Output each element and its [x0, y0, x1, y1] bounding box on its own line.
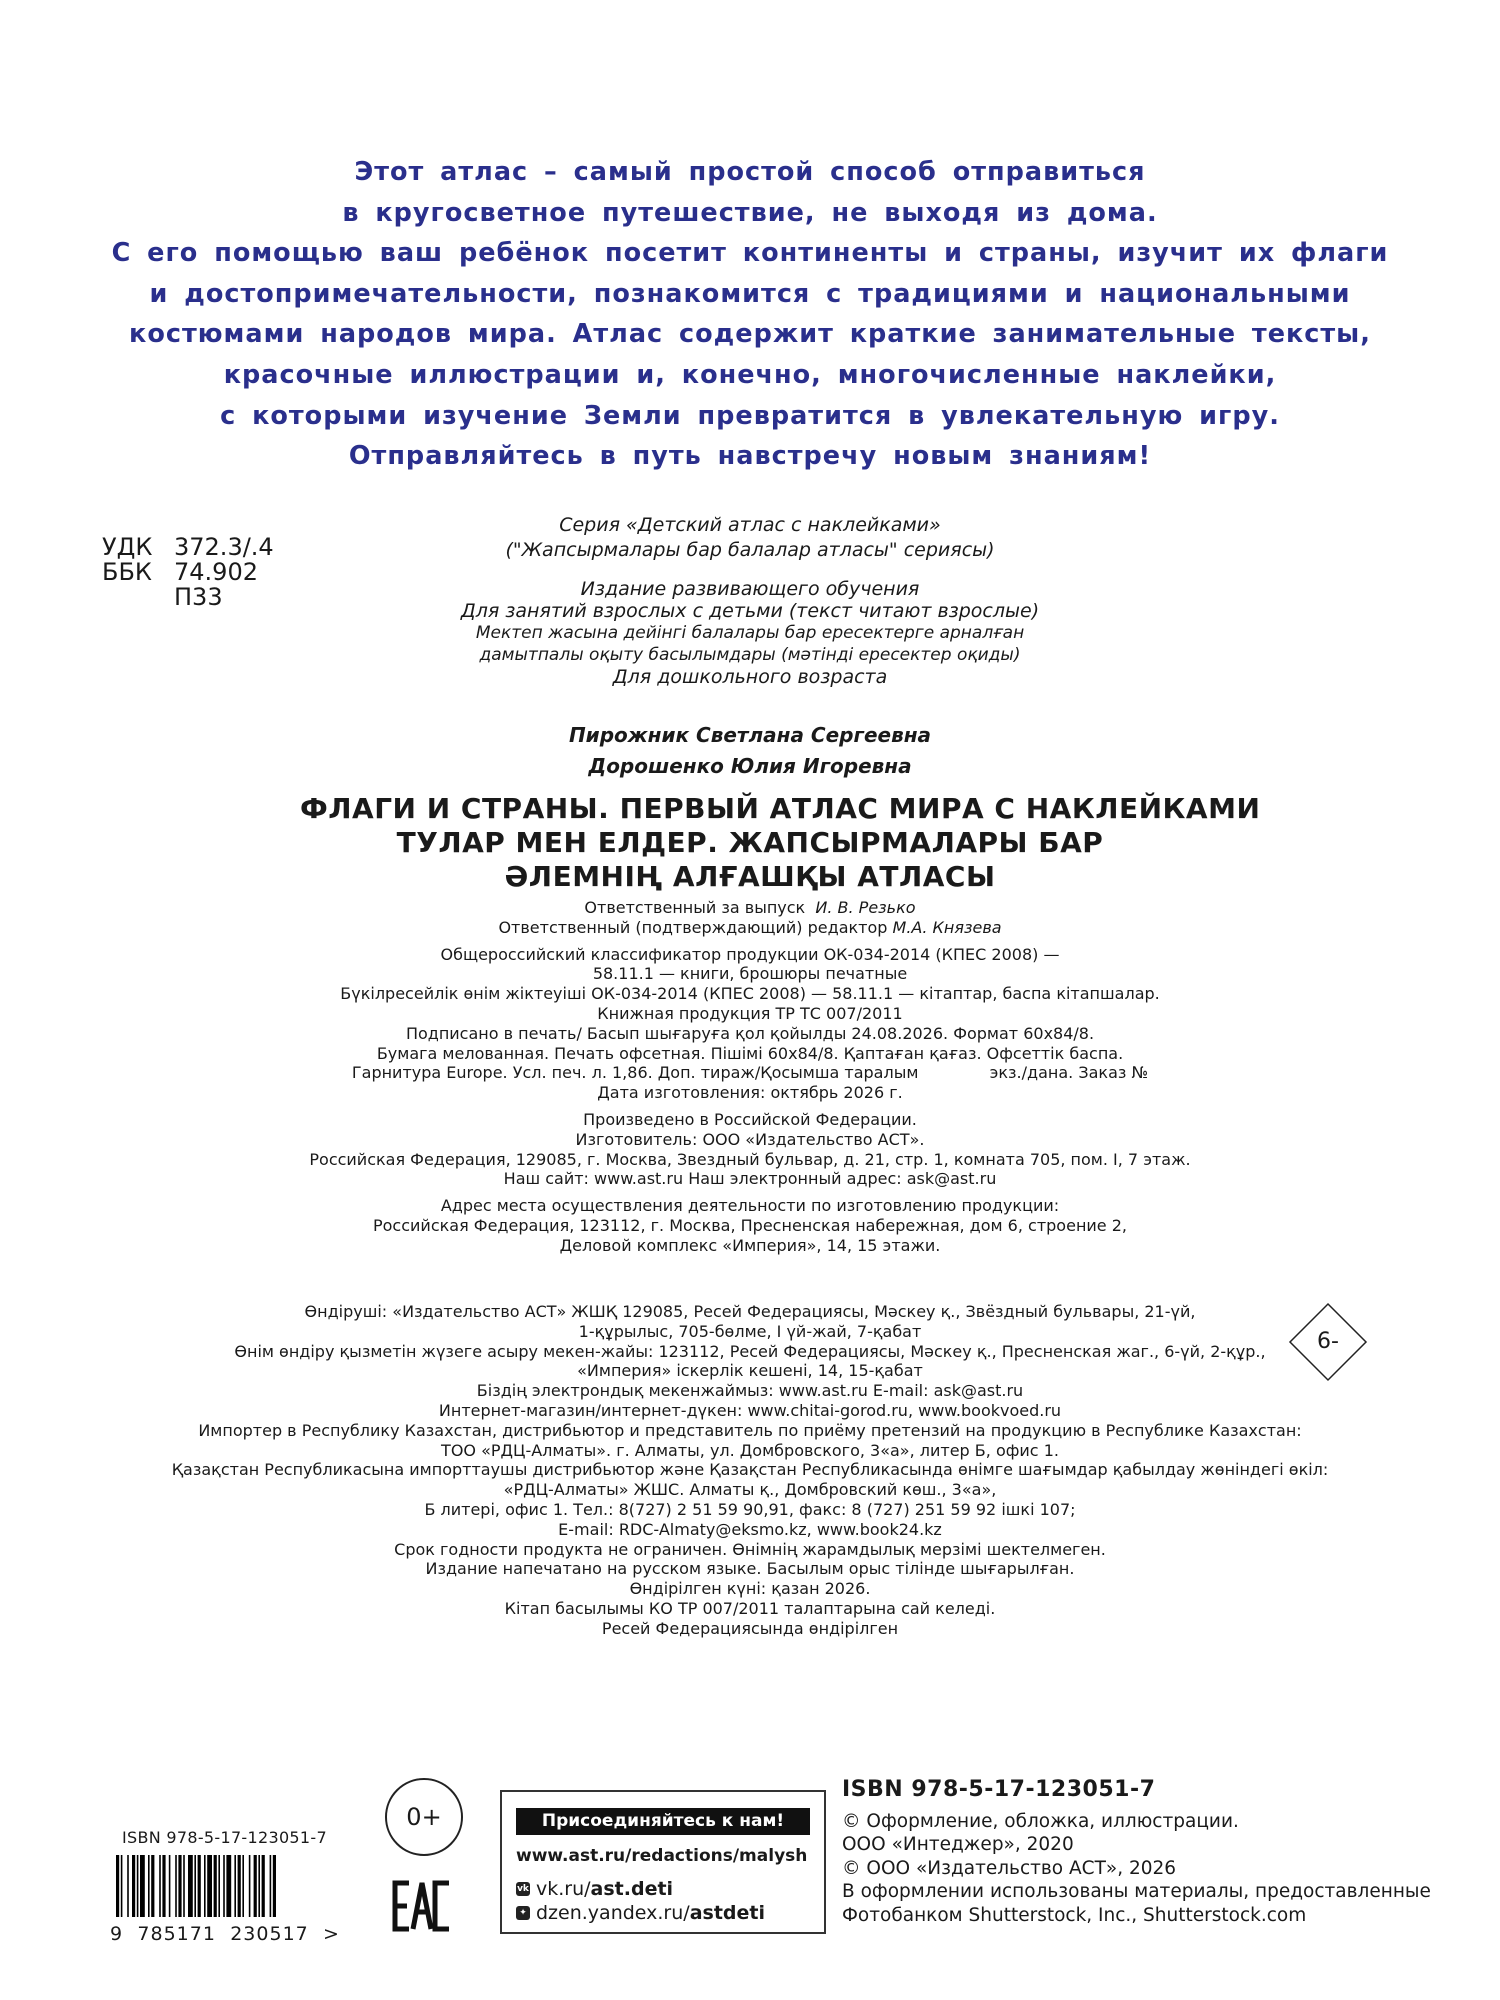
barcode-digit-group: 785171 [137, 1923, 216, 1945]
kz-line: Өндірілген күні: қазан 2026. [629, 1579, 871, 1599]
isbn-label: ISBN 978-5-17-123051-7 [842, 1777, 1156, 1802]
promo-line: с которыми изучение Земли превратится в увлекательную игру. [220, 400, 1280, 431]
imprint-line: Российская Федерация, 129085, г. Москва, Звездный бульвар, д. 21, стр. 1, комната 705, пом. I, 7 этаж. [309, 1149, 1191, 1169]
imprint-line: Бумага мелованная. Печать офсетная. Пішімі 60x84/8. Қаптаған қағаз. Офсеттік баспа. [376, 1043, 1124, 1063]
dzen-link-handle: astdeti [689, 1902, 765, 1924]
author-name: Дорошенко Юлия Игоревна [588, 754, 912, 778]
promo-line: Этот атлас – самый простой способ отправиться [354, 157, 1146, 187]
kz-line: Интернет-магазин/интернет-дүкен: www.chitai-gorod.ru, www.bookvoed.ru [438, 1400, 1062, 1420]
imprint-line: 58.11.1 — книги, брошюры печатные [592, 964, 908, 984]
author-code: П33 [174, 583, 223, 611]
barcode-isbn: ISBN 978-5-17-123051-7 [122, 1828, 327, 1847]
kz-imprint-block [150, 1302, 1350, 1639]
responsible-line [200, 898, 1300, 918]
promo-line: красочные иллюстрации и, конечно, многочисленные наклейки, [223, 359, 1277, 390]
barcode-digits [110, 1923, 340, 1945]
kz-line: E-mail: RDC-Almaty@eksmo.kz, www.book24.kz [558, 1519, 942, 1539]
author-name: Пирожник Светлана Сергеевна [568, 723, 932, 747]
vk-link-handle: ast.deti [590, 1878, 674, 1900]
join-title: Присоединяйтесь к нам! [516, 1808, 810, 1835]
edition-block [300, 578, 1200, 688]
kz-line: ТОО «РДЦ-Алматы». г. Алматы, ул. Домбровского, 3«а», литер Б, офис 1. [441, 1440, 1059, 1460]
join-us-box [500, 1790, 826, 1934]
dzen-link[interactable] [516, 1902, 765, 1924]
credit-line: ООО «Интеджер», 2020 [842, 1834, 1074, 1855]
authors-block [300, 720, 1200, 782]
imprint-line: Дата изготовления: октябрь 2026 г. [597, 1083, 903, 1103]
imprint-line: Произведено в Российской Федерации. [583, 1109, 917, 1129]
credit-line: В оформлении использованы материалы, предоставленные [842, 1881, 1431, 1902]
series-block [300, 513, 1200, 563]
kz-line: Издание напечатано на русском языке. Басылым орыс тілінде шығарылған. [425, 1559, 1075, 1579]
promo-line: в кругосветное путешествие, не выходя из дома. [342, 197, 1158, 228]
age-rating-diamond-label: 6- [1317, 1329, 1339, 1354]
imprint-line: Гарнитура Europe. Усл. печ. л. 1,86. Доп. тираж/Қосымша таралым экз./дана. Заказ № [351, 1063, 1149, 1083]
title-line: ӘЛЕМНІҢ АЛҒАШҚЫ АТЛАСЫ [504, 860, 996, 893]
copyright-block [842, 1778, 1431, 1927]
kz-line: Өнім өндіру қызметін жүзеге асыру мекен-жайы: 123112, Ресей Федерациясы, Мәскеу қ., Пресненская жаг., 6-үй, 2-құр., [234, 1341, 1266, 1361]
promo-line: С его помощью ваш ребёнок посетит континенты и страны, изучит их флаги [111, 238, 1389, 269]
dzen-icon: ✦ [516, 1906, 530, 1920]
bbk-label: ББК [102, 558, 152, 586]
kz-line: Біздің электрондық мекенжаймыз: www.ast.ru E-mail: ask@ast.ru [476, 1381, 1024, 1401]
imprint-line: Бүкілресейлік өнім жіктеуіші ОК-034-2014 (КПЕС 2008) — 58.11.1 — кітаптар, баспа кітапшалар. [340, 984, 1160, 1004]
credit-line: Фотобанком Shutterstock, Inc., Shutterstock.com [842, 1904, 1307, 1926]
kz-line: Қазақстан Республикасына импорттаушы дистрибьютор және Қазақстан Республикасында өнімге шағымдар қабылдау жөніндегі өкіл: [171, 1460, 1329, 1480]
kz-line: Импортер в Республику Казахстан, дистрибьютор и представитель по приёму претензий на продукцию в Республике Казахстан: [198, 1420, 1302, 1440]
editor-name: М.А. Князева [892, 917, 1002, 937]
promo-text [0, 152, 1500, 477]
age-rating-circle: 0+ [385, 1778, 463, 1856]
imprint-line: Наш сайт: www.ast.ru Наш электронный адрес: ask@ast.ru [503, 1169, 997, 1189]
imprint-line: Изготовитель: ООО «Издательство АСТ». [575, 1129, 925, 1149]
imprint-line: Подписано в печать/ Басып шығаруға қол қойылды 24.08.2026. Формат 60x84/8. [405, 1023, 1095, 1043]
barcode-digit-first: 9 [110, 1923, 124, 1945]
book-title [300, 792, 1261, 894]
credit-line: © Оформление, обложка, иллюстрации. [842, 1810, 1239, 1832]
udk-value: 372.3/.4 [174, 533, 274, 561]
dzen-link-prefix: dzen.yandex.ru/ [536, 1902, 690, 1924]
barcode-digit-group: 230517 [230, 1923, 309, 1945]
edition-line: Для занятий взрослых с детьми (текст читают взрослые) [460, 600, 1040, 622]
kz-line: Ресей Федерациясында өндірілген [601, 1618, 899, 1638]
udk-label: УДК [102, 533, 153, 561]
kz-line: Кітап басылымы КО ТР 007/2011 талаптарына сай келеді. [504, 1598, 996, 1618]
kz-line: Өндіруші: «Издательство АСТ» ЖШҚ 129085, Ресей Федерациясы, Мәскеу қ., Звёздный бульвары, 21-үй, [304, 1302, 1196, 1321]
promo-line: Отправляйтесь в путь навстречу новым знаниям! [348, 441, 1152, 472]
imprint-block [200, 898, 1300, 1256]
edition-line: Для дошкольного возраста [612, 666, 888, 688]
classification-codes [102, 535, 274, 610]
edition-line: Издание развивающего обучения [580, 578, 920, 600]
credit-line: © ООО «Издательство АСТ», 2026 [842, 1857, 1177, 1879]
kz-line: Б литері, офис 1. Тел.: 8(727) 2 51 59 90,91, факс: 8 (727) 251 59 92 ішкі 107; [424, 1499, 1076, 1519]
vk-icon: vk [517, 1884, 529, 1894]
vk-link[interactable] [516, 1878, 673, 1900]
barcode-icon [110, 1855, 340, 1917]
imprint-line: Адрес места осуществления деятельности по изготовлению продукции: [440, 1196, 1060, 1216]
title-line: ТУЛАР МЕН ЕЛДЕР. ЖАПСЫРМАЛАРЫ БАР [396, 826, 1104, 859]
promo-line: и достопримечательности, познакомится с традициями и национальными [149, 278, 1351, 309]
title-line: ФЛАГИ И СТРАНЫ. ПЕРВЫЙ АТЛАС МИРА С НАКЛЕЙКАМИ [300, 792, 1261, 825]
kz-line: 1-құрылыс, 705-бөлме, I үй-жай, 7-қабат [578, 1321, 922, 1341]
promo-line: костюмами народов мира. Атлас содержит краткие занимательные тексты, [129, 319, 1371, 350]
edition-line: дамытпалы оқыту басылымдары (мәтінді ересектер оқиды) [479, 645, 1021, 665]
age-rating-diamond [1288, 1302, 1368, 1382]
barcode-block [110, 1828, 340, 1945]
edition-line: Мектеп жасына дейінгі балалары бар ересектерге арналған [475, 623, 1025, 643]
series-line: ("Жапсырмалары бар балалар атласы" сериясы) [505, 539, 995, 561]
eac-mark-icon [392, 1880, 452, 1932]
imprint-line: Книжная продукция ТР ТС 007/2011 [597, 1003, 903, 1023]
kz-line: Срок годности продукта не ограничен. Өнімнің жарамдылық мерзімі шектелмеген. [394, 1539, 1106, 1559]
series-line: Серия «Детский атлас с наклейками» [559, 514, 941, 536]
responsible-label: Ответственный за выпуск [584, 898, 806, 917]
imprint-line: Деловой комплекс «Империя», 14, 15 этажи. [559, 1235, 941, 1255]
join-url-link[interactable]: www.ast.ru/redactions/malysh [516, 1846, 808, 1866]
vk-link-prefix: vk.ru/ [536, 1878, 591, 1900]
imprint-line: Общероссийский классификатор продукции ОК-034-2014 (КПЕС 2008) — [440, 944, 1060, 964]
editor-label: Ответственный (подтверждающий) редактор [498, 917, 888, 937]
kz-line: «Империя» іскерлік кешені, 14, 15-қабат [577, 1361, 923, 1381]
responsible-name: И. В. Резько [815, 898, 916, 917]
imprint-line: Российская Федерация, 123112, г. Москва, Пресненская набережная, дом 6, строение 2, [372, 1215, 1127, 1235]
editor-line [200, 918, 1300, 938]
bbk-value: 74.902 [174, 558, 258, 586]
kz-line: «РДЦ-Алматы» ЖШС. Алматы қ., Домбровский көш., 3«а», [503, 1480, 997, 1500]
barcode-digit-last: > [323, 1923, 340, 1945]
